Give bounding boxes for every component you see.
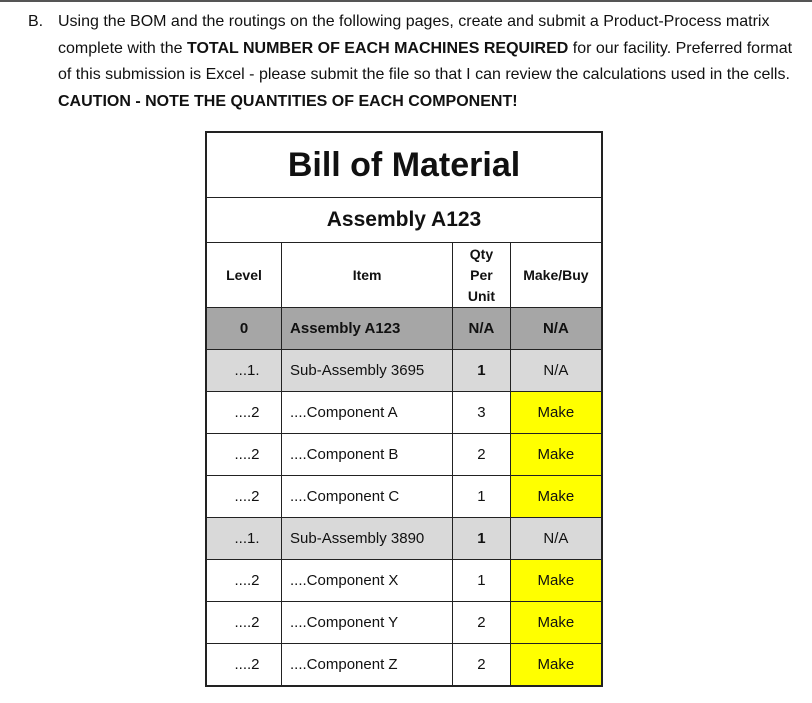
cell-make-buy: Make — [510, 644, 602, 687]
table-row — [206, 476, 602, 518]
header-qty-line2: Per — [470, 266, 493, 283]
cell-qty: N/A — [453, 308, 511, 350]
header-qty-line1: Qty — [469, 245, 494, 262]
cell-qty: 2 — [453, 434, 511, 476]
table-row — [206, 518, 602, 560]
table-row — [206, 602, 602, 644]
bom-title: Bill of Material — [206, 132, 602, 198]
header-qty-line3: Unit — [467, 287, 496, 304]
cell-item: ....Component C — [282, 476, 453, 518]
top-divider — [0, 0, 812, 2]
cell-item: Sub-Assembly 3695 — [282, 350, 453, 392]
cell-level: 0 — [206, 308, 282, 350]
cell-level: ....2 — [206, 434, 282, 476]
cell-item: ....Component Y — [282, 602, 453, 644]
table-row — [206, 392, 602, 434]
cell-item: ....Component X — [282, 560, 453, 602]
instructions-bold-2: CAUTION - NOTE THE QUANTITIES OF EACH COMPONENT! — [58, 92, 518, 110]
cell-qty: 1 — [453, 350, 511, 392]
table-row — [206, 434, 602, 476]
cell-level: ...1. — [206, 518, 282, 560]
header-item: Item — [282, 243, 453, 308]
cell-item: ....Component B — [282, 434, 453, 476]
cell-item: ....Component A — [282, 392, 453, 434]
instructions-body — [58, 9, 798, 115]
bom-title-row — [206, 132, 602, 198]
table-row — [206, 350, 602, 392]
header-qty — [453, 243, 511, 308]
cell-qty: 1 — [453, 476, 511, 518]
cell-item: Assembly A123 — [282, 308, 453, 350]
question-letter: B. — [28, 13, 44, 30]
instructions-paragraph — [28, 9, 798, 115]
cell-make-buy: N/A — [510, 518, 602, 560]
cell-make-buy: N/A — [510, 308, 602, 350]
bom-subtitle-row — [206, 198, 602, 243]
cell-level: ....2 — [206, 392, 282, 434]
cell-qty: 1 — [453, 560, 511, 602]
instructions-text-1: Using the BOM and the routings on the following pages, create and submit a Product-Process matrix complete with the — [58, 13, 770, 57]
cell-level: ....2 — [206, 476, 282, 518]
bom-header-row — [206, 243, 602, 308]
table-row — [206, 560, 602, 602]
bom-table — [205, 131, 603, 687]
instructions-bold-1: TOTAL NUMBER OF EACH MACHINES REQUIRED — [186, 39, 569, 57]
cell-qty: 2 — [453, 602, 511, 644]
table-row — [206, 644, 602, 687]
cell-item: Sub-Assembly 3890 — [282, 518, 453, 560]
cell-qty: 1 — [453, 518, 511, 560]
header-make-buy: Make/Buy — [510, 243, 602, 308]
cell-make-buy: N/A — [510, 350, 602, 392]
instructions-text-2: for our facility. Preferred format of this submission is Excel - please submit the file so that I can review the calculations used in the cells. — [58, 39, 793, 83]
bom-subtitle: Assembly A123 — [206, 198, 602, 243]
cell-make-buy: Make — [510, 476, 602, 518]
cell-level: ....2 — [206, 560, 282, 602]
table-row — [206, 308, 602, 350]
cell-qty: 2 — [453, 644, 511, 687]
header-level: Level — [206, 243, 282, 308]
cell-make-buy: Make — [510, 392, 602, 434]
cell-level: ....2 — [206, 602, 282, 644]
cell-level: ....2 — [206, 644, 282, 687]
cell-make-buy: Make — [510, 602, 602, 644]
cell-item: ....Component Z — [282, 644, 453, 687]
cell-level: ...1. — [206, 350, 282, 392]
cell-make-buy: Make — [510, 560, 602, 602]
cell-qty: 3 — [453, 392, 511, 434]
cell-make-buy: Make — [510, 434, 602, 476]
